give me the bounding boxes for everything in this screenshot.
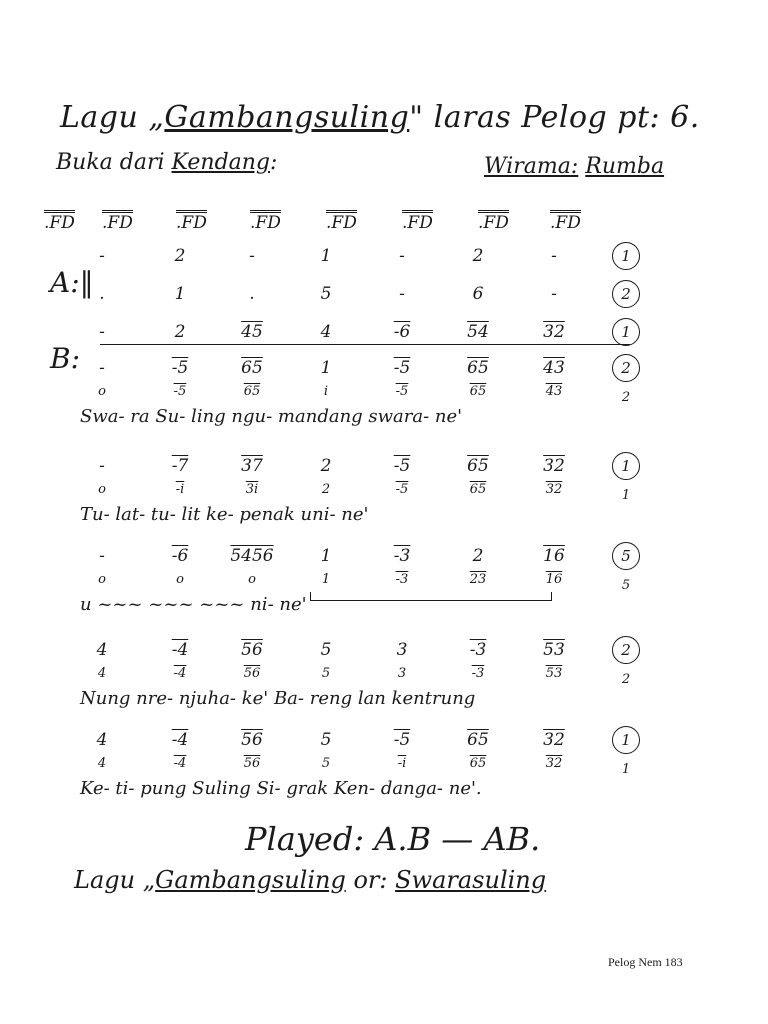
melody-cell: 37 [241,456,263,476]
melody-cell: -4 [171,640,189,660]
lyric-line: u ~~~ ~~~ ~~~ ni- ne' [80,594,307,615]
title-song-name: Gambangsuling [164,100,410,135]
melody-cell: 5 [320,730,332,750]
melody-cell: -5 [393,358,411,378]
vocal-cell: -i [175,482,185,497]
vocal-cell: 56 [243,756,261,771]
footer-lagu-prefix: Lagu „ [74,866,156,894]
vocal-cell: 65 [469,482,487,497]
melody-cell: - [99,456,105,476]
note-cell: 2 [174,246,186,266]
note-cell: 4 [320,322,332,342]
melody-cell: - [99,358,105,378]
title-suffix: " laras Pelog pt: 6. [409,100,700,135]
vocal-cell: 1 [321,572,331,587]
buka-instrument: Kendang [171,150,271,175]
vocal-cell: i [323,384,329,399]
melody-cell: 65 [467,456,489,476]
melody-cell: 4 [96,640,108,660]
title-prefix: Lagu „ [60,100,165,135]
vocal-end-cell: 2 [621,390,631,405]
vocal-cell: o [98,572,106,587]
vocal-cell: -3 [471,666,485,681]
gong-circle: 1 [612,318,640,346]
vocal-end-cell: 5 [621,578,631,593]
vocal-cell: 3i [245,482,259,497]
fd-mark: .FD [550,210,581,232]
melody-cell: 43 [543,358,565,378]
note-cell: 32 [543,322,565,342]
fd-mark: .FD [176,210,207,232]
note-cell: - [551,284,557,304]
vocal-cell: -4 [173,666,187,681]
melody-cell: 65 [467,730,489,750]
note-cell: - [99,322,105,342]
fd-mark: .FD [478,210,509,232]
lyric-line: Ke- ti- pung Suling Si- grak Ken- danga- ne'. [80,778,482,799]
fd-mark: .FD [250,210,281,232]
melody-cell: -5 [393,730,411,750]
vocal-end-cell: 2 [621,672,631,687]
vocal-cell: o [176,572,184,587]
section-divider [100,344,630,345]
section-a-label: A:‖ [50,266,94,299]
note-cell: - [399,284,405,304]
melody-cell: 56 [241,640,263,660]
vocal-cell: -5 [395,482,409,497]
vocal-end-cell: 1 [621,488,631,503]
gong-circle: 2 [612,280,640,308]
vocal-cell: 32 [545,482,563,497]
melody-cell: -7 [171,456,189,476]
note-cell: - [249,246,255,266]
vocal-cell: -5 [173,384,187,399]
note-cell: 2 [472,246,484,266]
gong-circle: 1 [612,242,640,270]
lyric-line: Tu- lat- tu- lit ke- penak uni- ne' [80,504,369,525]
footer-or: or: [345,866,396,894]
vocal-end-cell: 1 [621,762,631,777]
melody-cell: 5456 [230,546,274,566]
note-cell: - [399,246,405,266]
vocal-cell: 65 [243,384,261,399]
melody-cell: 5 [320,640,332,660]
note-cell: 2 [174,322,186,342]
vocal-cell: 5 [321,666,331,681]
vocal-cell: 23 [469,572,487,587]
played-order: Played: A.B — AB. [245,820,541,858]
melody-cell: -3 [393,546,411,566]
footer-song-line [74,866,546,894]
note-cell: 1 [320,246,332,266]
vocal-cell: 56 [243,666,261,681]
vocal-cell: o [248,572,256,587]
melody-cell: 56 [241,730,263,750]
melody-cell: -5 [171,358,189,378]
melody-cell: 16 [543,546,565,566]
melody-cell: 3 [396,640,408,660]
wirama-value: Rumba [585,154,665,179]
melody-cell: -3 [469,640,487,660]
slur-mark [310,592,552,601]
melody-cell: 32 [543,730,565,750]
note-cell: 5 [320,284,332,304]
vocal-cell: 4 [97,666,107,681]
song-title [60,100,700,135]
vocal-cell: -3 [395,572,409,587]
vocal-cell: o [98,384,106,399]
lyric-line: Nung nre- njuha- ke' Ba- reng lan kentrung [80,688,476,709]
gong-circle: 1 [612,726,640,754]
melody-cell: - [99,546,105,566]
melody-cell: -6 [171,546,189,566]
footer-song-a: Gambangsuling [155,866,346,894]
fd-mark: .FD [402,210,433,232]
wirama-line [484,154,664,179]
melody-cell: -5 [393,456,411,476]
melody-cell: 65 [467,358,489,378]
note-cell: . [99,284,105,304]
footer-song-b: Swarasuling [395,866,547,894]
lyric-line: Swa- ra Su- ling ngu- mandang swara- ne' [80,406,463,427]
vocal-cell: 2 [321,482,331,497]
vocal-cell: 43 [545,384,563,399]
note-cell: - [99,246,105,266]
fd-mark: .FD [44,210,75,232]
vocal-cell: 16 [545,572,563,587]
melody-cell: 53 [543,640,565,660]
gong-circle: 2 [612,636,640,664]
fd-mark: .FD [326,210,357,232]
melody-cell: 65 [241,358,263,378]
vocal-cell: -5 [395,384,409,399]
melody-cell: 2 [472,546,484,566]
note-cell: 54 [467,322,489,342]
buka-line [56,150,277,175]
vocal-cell: -i [397,756,407,771]
vocal-cell: 65 [469,384,487,399]
note-cell: 1 [174,284,186,304]
vocal-cell: 32 [545,756,563,771]
gong-circle: 2 [612,354,640,382]
buka-suffix: : [270,150,278,175]
vocal-cell: 53 [545,666,563,681]
vocal-cell: -4 [173,756,187,771]
vocal-cell: 65 [469,756,487,771]
vocal-cell: 4 [97,756,107,771]
vocal-cell: 3 [397,666,407,681]
fd-mark: .FD [102,210,133,232]
note-cell: 45 [241,322,263,342]
buka-prefix: Buka dari [56,150,172,175]
melody-cell: 2 [320,456,332,476]
note-cell: - [551,246,557,266]
section-b-label: B: [50,342,81,375]
melody-cell: 1 [320,546,332,566]
vocal-cell: o [98,482,106,497]
gong-circle: 5 [612,542,640,570]
note-cell: . [249,284,255,304]
page-footer: Pelog Nem 183 [608,955,683,969]
note-cell: -6 [393,322,411,342]
melody-cell: 32 [543,456,565,476]
melody-cell: 4 [96,730,108,750]
melody-cell: 1 [320,358,332,378]
fd-row [44,210,644,240]
melody-cell: -4 [171,730,189,750]
note-cell: 6 [472,284,484,304]
wirama-label: Wirama: [484,154,579,179]
gong-circle: 1 [612,452,640,480]
vocal-cell: 5 [321,756,331,771]
